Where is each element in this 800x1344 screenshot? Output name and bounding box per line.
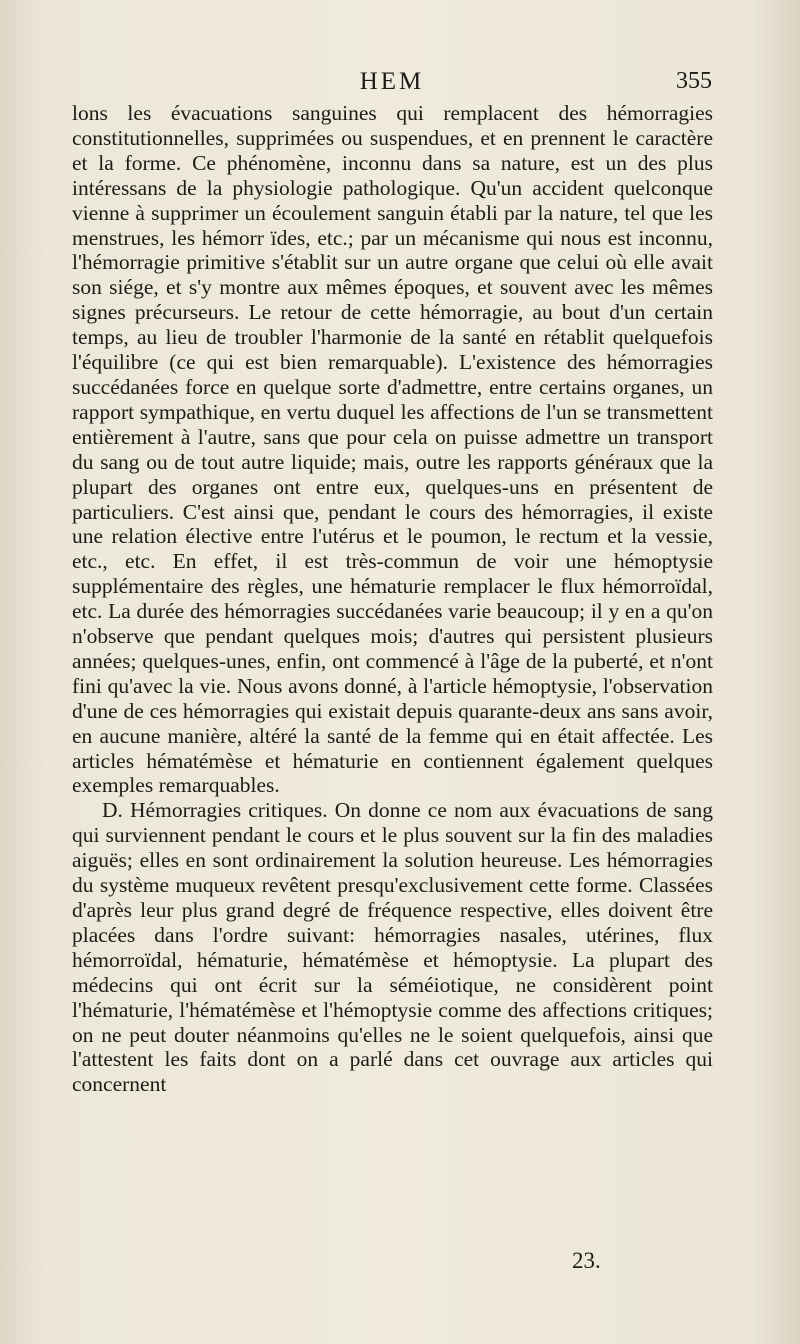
running-title: HEM — [359, 68, 425, 95]
paragraph-hemorragies-critiques: D. Hémorragies critiques. On donne ce nom aux évacuations de sang qui surviennent pendant le cours et le plus souvent sur la fin des maladies aiguës; elles en sont ordinairement la solution heureuse. Les hémorragies du système muqueux revêtent presqu'exclusivement cette forme. Classées d'après leur plus grand degré de fréquence respective, elles doivent être placées dans l'ordre suivant: hémorragies nasales, utérines, flux hémorroïdal, hématurie, hématémèse et hémoptysie. La plupart des médecins qui ont écrit sur la séméiotique, ne considèrent point l'hématurie, l'hématémèse et l'hémoptysie comme des affections critiques; on ne peut douter néanmoins qu'elles ne le soient quelquefois, ainsi que l'attestent les faits dont on a parlé dans cet ouvrage aux articles qui concernent — [72, 798, 713, 1097]
page-number: 355 — [676, 68, 712, 94]
signature-mark: 23. — [572, 1248, 601, 1273]
paragraph-continued: lons les évacuations sanguines qui remplacent des hémorragies constitutionnelles, supprimées ou suspendues, et en prennent le caractère et la forme. Ce phénomène, inconnu dans sa nature, est un des plus intéressans de la physiologie pathologique. Qu'un accident quelconque vienne à supprimer un écoulement sanguin établi par la nature, tel que les menstrues, les hémorr ïdes, etc.; par un mécanisme qui nous est inconnu, l'hémorragie primitive s'établit sur un autre organe que celui où elle avait son siége, et s'y montre aux mêmes époques, et souvent avec les mêmes signes précurseurs. Le retour de cette hémorragie, au bout d'un certain temps, au lieu de troubler l'harmonie de la santé en rétablit quelquefois l'équilibre (ce qui est bien remarquable). L'existence des hémorragies succédanées force en quelque sorte d'admettre, entre certains organes, un rapport sympathique, en vertu duquel les affections de l'un se transmettent entièrement à l'autre, sans que pour cela on puisse admettre un transport du sang ou de tout autre liquide; mais, outre les rapports généraux que la plupart des organes ont entre eux, quelques-uns en présentent de particuliers. C'est ainsi que, pendant le cours des hémorragies, il existe une relation élective entre l'utérus et le poumon, le rectum et la vessie, etc., etc. En effet, il est très-commun de voir une hémoptysie supplémentaire des règles, une hématurie remplacer le flux hémorroïdal, etc. La durée des hémorragies succédanées varie beaucoup; il y en a qu'on n'observe que pendant quelques mois; d'autres qui persistent plusieurs années; quelques-unes, enfin, ont commencé à l'âge de la puberté, et n'ont fini qu'avec la vie. Nous avons donné, à l'article hémoptysie, l'observation d'une de ces hémorragies qui existait depuis quarante-deux ans sans avoir, en aucune manière, altéré la santé de la femme qui en était affectée. Les articles hématémèse et hématurie en contiennent également quelques exemples remarquables. — [72, 101, 713, 798]
body-text — [72, 101, 713, 1097]
running-head — [72, 68, 712, 100]
